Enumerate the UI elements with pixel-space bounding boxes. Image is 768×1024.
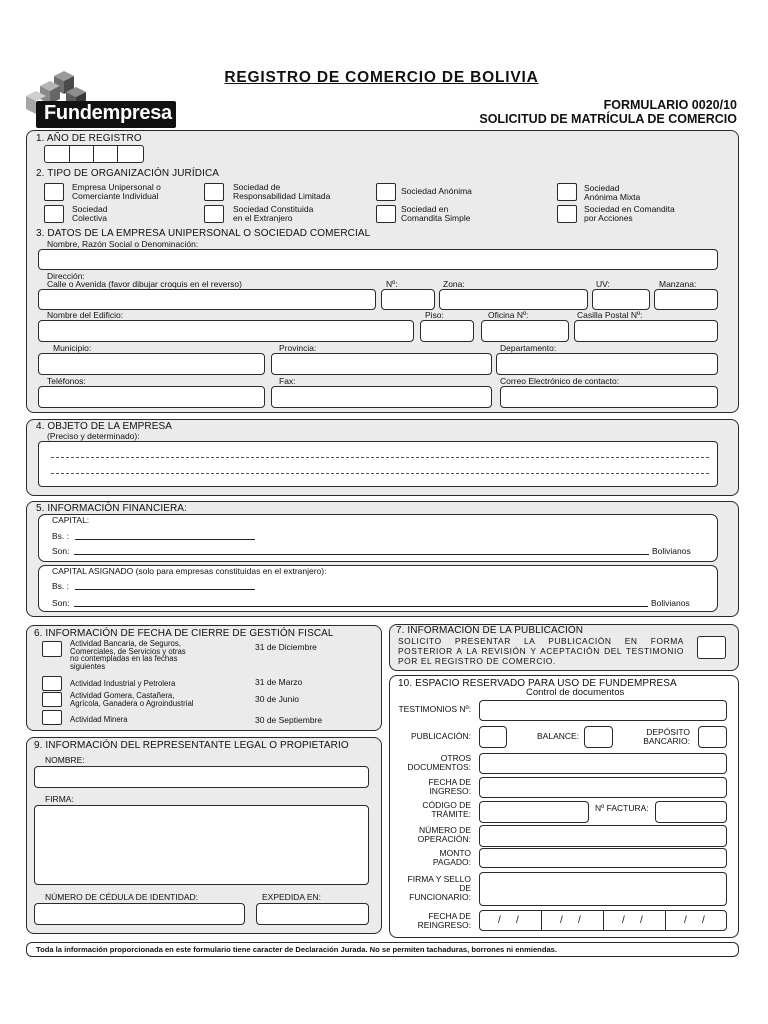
phones-input[interactable] <box>38 386 265 408</box>
province-input[interactable] <box>271 353 492 375</box>
fiscal-activity-label: Actividad Gomera, Castañera, Agrícola, Ganadera o Agroindustrial <box>70 691 194 708</box>
date-separator: / <box>578 915 581 926</box>
reentry-date-label: FECHA DE REINGRESO: <box>417 911 471 930</box>
address-label: Dirección: <box>47 271 85 281</box>
block-input[interactable] <box>654 289 718 310</box>
building-label: Nombre del Edificio: <box>47 310 124 320</box>
footer-note: Toda la información proporcionada en este formulario tiene caracter de Declaración Jurada. No se permiten tachaduras, borrones ni enmiendas. <box>36 945 558 954</box>
date-separator: / <box>702 915 705 926</box>
s4-hint: (Preciso y determinado): <box>47 431 140 441</box>
publication-checkbox[interactable] <box>697 636 726 659</box>
org-type-label: Empresa Unipersonal o Comerciante Individual <box>72 182 161 201</box>
org-type-label: Sociedad Constituida en el Extranjero <box>233 204 314 223</box>
official-signature-input[interactable] <box>479 872 727 906</box>
po-box-label: Casilla Postal Nº: <box>577 310 643 320</box>
reentry-date-input[interactable] <box>479 910 727 931</box>
fiscal-date-label: 30 de Junio <box>255 694 299 704</box>
email-label: Correo Electrónico de contacto: <box>500 376 620 386</box>
rep-issued-label: EXPEDIDA EN: <box>262 892 322 902</box>
testimonies-input[interactable] <box>479 700 727 721</box>
s6-title: 6. INFORMACIÓN DE FECHA DE CIERRE DE GESTIÓN FISCAL <box>34 628 334 639</box>
invoice-label: Nº FACTURA: <box>595 803 649 813</box>
uv-label: UV: <box>596 279 610 289</box>
company-name-label: Nombre, Razón Social o Denominación: <box>47 239 199 249</box>
po-box-input[interactable] <box>574 320 718 342</box>
date-separator: / <box>622 915 625 926</box>
org-type-label: Sociedad Anónima Mixta <box>584 183 641 202</box>
fiscal-close-checkbox-march[interactable] <box>42 676 62 691</box>
org-type-checkbox-unipersonal[interactable] <box>44 183 64 201</box>
s5-title: 5. INFORMACIÓN FINANCIERA: <box>36 503 187 514</box>
amount-paid-label: MONTO PAGADO: <box>432 848 471 867</box>
rep-issued-input[interactable] <box>256 903 369 925</box>
uv-input[interactable] <box>592 289 650 310</box>
company-name-input[interactable] <box>38 249 718 270</box>
email-input[interactable] <box>500 386 718 408</box>
rep-signature-input[interactable] <box>34 805 369 885</box>
org-type-checkbox-srl[interactable] <box>204 183 224 201</box>
org-type-checkbox-sa[interactable] <box>376 183 396 201</box>
date-cell-divider <box>541 911 542 930</box>
s10-title: 10. ESPACIO RESERVADO PARA USO DE FUNDEMPRESA <box>398 678 677 689</box>
department-input[interactable] <box>496 353 718 375</box>
rep-signature-label: FIRMA: <box>45 794 74 804</box>
registration-year-field[interactable] <box>44 145 144 163</box>
phones-label: Teléfonos: <box>47 376 86 386</box>
street-number-label: Nº: <box>386 279 398 289</box>
procedure-code-input[interactable] <box>479 801 589 823</box>
s4-title: 4. OBJETO DE LA EMPRESA <box>36 421 173 432</box>
org-type-checkbox-comandita-simple[interactable] <box>376 205 396 223</box>
operation-number-input[interactable] <box>479 825 727 847</box>
s3-title: 3. DATOS DE LA EMPRESA UNIPERSONAL O SOCIEDAD COMERCIAL <box>36 228 371 239</box>
org-type-checkbox-sam[interactable] <box>557 183 577 201</box>
street-number-input[interactable] <box>381 289 435 310</box>
capital-bs-line[interactable] <box>75 539 255 540</box>
org-type-label: Sociedad Colectiva <box>72 204 108 223</box>
company-purpose-input[interactable] <box>38 441 718 487</box>
fiscal-activity-label: Actividad Minera <box>70 715 128 724</box>
procedure-code-label: CÓDIGO DE TRÁMITE: <box>422 800 471 819</box>
amount-paid-input[interactable] <box>479 848 727 868</box>
street-label: Calle o Avenida (favor dibujar croquis en el reverso) <box>47 279 242 289</box>
assigned-son-label: Son: <box>52 598 70 608</box>
fiscal-date-label: 30 de Septiembre <box>255 715 323 725</box>
building-input[interactable] <box>38 320 414 342</box>
municipality-input[interactable] <box>38 353 265 375</box>
s1-title: 1. AÑO DE REGISTRO <box>36 133 142 144</box>
year-digit-divider <box>69 146 70 162</box>
assigned-bolivianos-label: Bolivianos <box>651 598 690 608</box>
org-type-label: Sociedad de Responsabilidad Limitada <box>233 182 331 201</box>
date-cell-divider <box>603 911 604 930</box>
province-label: Provincia: <box>279 343 317 353</box>
rep-name-label: NOMBRE: <box>45 755 85 765</box>
fiscal-activity-label: Actividad Bancaria, de Seguros, Comerciales, de Servicios y otras no contempladas en las fechas siguientes <box>70 639 186 671</box>
zone-label: Zona: <box>443 279 465 289</box>
balance-input[interactable] <box>584 726 613 748</box>
org-type-checkbox-colectiva[interactable] <box>44 205 64 223</box>
s10-subtitle: Control de documentos <box>526 687 625 698</box>
capital-bolivianos-label: Bolivianos <box>652 546 691 556</box>
other-docs-input[interactable] <box>479 753 727 774</box>
fiscal-activity-label: Actividad Industrial y Petrolera <box>70 679 176 688</box>
block-label: Manzana: <box>659 279 697 289</box>
publication-label: PUBLICACIÓN: <box>411 731 471 741</box>
department-label: Departamento: <box>500 343 557 353</box>
zone-input[interactable] <box>439 289 588 310</box>
assigned-capital-label: CAPITAL ASIGNADO (solo para empresas constituidas en el extranjero): <box>52 566 327 576</box>
fiscal-close-checkbox-june[interactable] <box>42 692 62 707</box>
logo-wordmark: Fundempresa <box>44 102 172 124</box>
bank-deposit-input[interactable] <box>698 726 727 748</box>
municipality-label: Municipio: <box>53 343 92 353</box>
form-number: FORMULARIO 0020/10 <box>603 98 737 112</box>
invoice-input[interactable] <box>655 801 727 823</box>
org-type-checkbox-extranjero[interactable] <box>204 205 224 223</box>
date-separator: / <box>684 915 687 926</box>
capital-bs-label: Bs. : <box>52 531 70 541</box>
fundempresa-logo <box>24 68 176 130</box>
operation-number-label: NÚMERO DE OPERACIÓN: <box>417 825 471 844</box>
assigned-bs-line[interactable] <box>75 589 255 590</box>
year-digit-divider <box>117 146 118 162</box>
s7-title: 7. INFORMACIÓN DE LA PUBLICACIÓN <box>396 625 584 636</box>
rep-id-input[interactable] <box>34 903 245 925</box>
rep-name-input[interactable] <box>34 766 369 788</box>
year-digit-divider <box>93 146 94 162</box>
assigned-bs-label: Bs. : <box>52 581 70 591</box>
date-separator: / <box>560 915 563 926</box>
bank-deposit-label: DEPÓSITO BANCARIO: <box>643 727 690 746</box>
office-label: Oficina Nº: <box>488 310 529 320</box>
writing-line <box>51 457 709 458</box>
org-type-checkbox-comandita-acciones[interactable] <box>557 205 577 223</box>
capital-label: CAPITAL: <box>52 515 90 525</box>
fax-input[interactable] <box>271 386 492 408</box>
form-title: REGISTRO DE COMERCIO DE BOLIVIA <box>224 69 539 86</box>
fax-label: Fax: <box>279 376 296 386</box>
date-separator: / <box>640 915 643 926</box>
date-separator: / <box>516 915 519 926</box>
street-input[interactable] <box>38 289 376 310</box>
date-separator: / <box>498 915 501 926</box>
writing-line <box>51 473 709 474</box>
entry-date-label: FECHA DE INGRESO: <box>428 777 471 796</box>
rep-id-label: NÚMERO DE CÉDULA DE IDENTIDAD: <box>45 892 199 902</box>
official-signature-label: FIRMA Y SELLO DE FUNCIONARIO: <box>407 874 471 902</box>
balance-label: BALANCE: <box>537 731 580 741</box>
date-cell-divider <box>665 911 666 930</box>
org-type-label: Sociedad Anónima <box>401 186 472 196</box>
capital-son-label: Son: <box>52 546 70 556</box>
org-type-label: Sociedad en Comandita por Acciones <box>584 204 675 223</box>
fiscal-close-checkbox-december[interactable] <box>42 641 62 657</box>
other-docs-label: OTROS DOCUMENTOS: <box>407 753 471 772</box>
s9-title: 9. INFORMACIÓN DEL REPRESENTANTE LEGAL O PROPIETARIO <box>34 740 349 751</box>
org-type-label: Sociedad en Comandita Simple <box>401 204 471 223</box>
publication-input[interactable] <box>479 726 507 748</box>
s2-title: 2. TIPO DE ORGANIZACIÓN JURÍDICA <box>36 168 220 179</box>
testimonies-label: TESTIMONIOS Nº: <box>398 704 471 714</box>
assigned-son-line[interactable] <box>74 606 648 607</box>
fiscal-date-label: 31 de Diciembre <box>255 642 317 652</box>
s7-text: SOLICITO PRESENTAR LA PUBLICACIÓN EN FORMA POSTERIOR A LA REVISIÓN Y ACEPTACIÓN DEL TESTIMONIO POR EL REGISTRO DE COMERCIO. <box>398 636 684 666</box>
floor-input[interactable] <box>420 320 474 342</box>
floor-label: Piso: <box>425 310 444 320</box>
fiscal-close-checkbox-september[interactable] <box>42 710 62 725</box>
entry-date-input[interactable] <box>479 777 727 798</box>
form-subtitle: SOLICITUD DE MATRÍCULA DE COMERCIO <box>479 112 737 126</box>
capital-son-line[interactable] <box>74 554 649 555</box>
office-input[interactable] <box>481 320 569 342</box>
fiscal-date-label: 31 de Marzo <box>255 677 303 687</box>
